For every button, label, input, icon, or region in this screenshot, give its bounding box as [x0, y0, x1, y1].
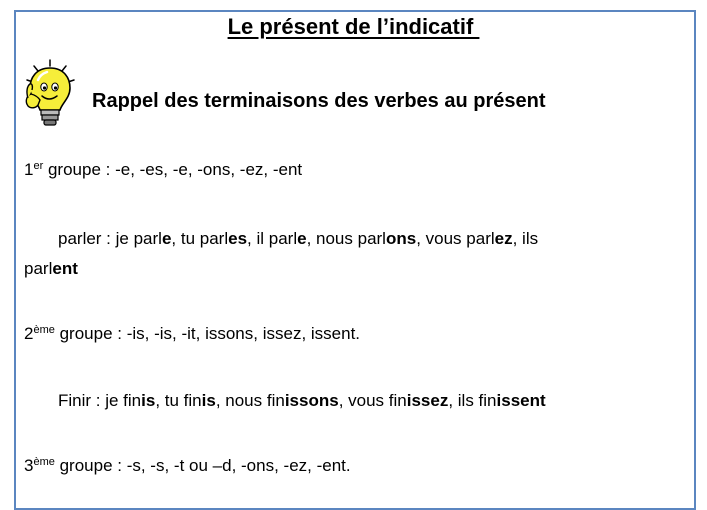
group3-ordinal: ème [33, 456, 55, 468]
lightbulb-thumbs-up-icon [22, 58, 84, 130]
group2-line [24, 324, 360, 344]
group1-line [24, 160, 302, 180]
verb-text: , nous fin [215, 391, 285, 410]
verb-text: , vous fin [338, 391, 407, 410]
verb-text: , nous parl [306, 229, 386, 248]
verb-text: parler : je parl [58, 229, 162, 248]
verb-text: , tu parl [171, 229, 229, 248]
page-title: Le présent de l’indicatif [227, 14, 480, 39]
verb-ending: is [201, 391, 216, 410]
group1-number: 1 [24, 160, 34, 179]
section-subtitle: Rappel des terminaisons des verbes au présent [92, 90, 546, 112]
example1-line2 [24, 259, 78, 279]
group2-ordinal: ème [33, 324, 55, 336]
verb-text: Finir : je fin [58, 391, 142, 410]
group3-endings: groupe : -s, -s, -t ou –d, -ons, -ez, -ent. [54, 456, 351, 475]
verb-ending: issons [284, 391, 339, 410]
verb-ending: es [228, 229, 248, 248]
group1-ordinal: er [33, 160, 44, 172]
group1-endings: groupe : -e, -es, -e, -ons, -ez, -ent [43, 160, 303, 179]
verb-text: , ils [512, 229, 539, 248]
example2-line1 [58, 391, 546, 411]
verb-ending: is [141, 391, 156, 410]
verb-ending: e [297, 229, 307, 248]
group3-line [24, 456, 351, 476]
verb-text: , vous parl [416, 229, 495, 248]
verb-ending: issez [406, 391, 449, 410]
verb-ending: issent [496, 391, 546, 410]
group3-number: 3 [24, 456, 34, 475]
verb-ending: ons [385, 229, 417, 248]
group2-number: 2 [24, 324, 34, 343]
verb-ending: ent [52, 259, 78, 278]
verb-text: , il parl [247, 229, 298, 248]
verb-ending: e [161, 229, 172, 248]
example1-line1 [58, 229, 538, 249]
verb-text: parl [24, 259, 53, 278]
group2-endings: groupe : -is, -is, -it, issons, issez, issent. [54, 324, 361, 343]
verb-text: , ils fin [448, 391, 497, 410]
verb-text: , tu fin [155, 391, 202, 410]
verb-ending: ez [494, 229, 513, 248]
page-frame [14, 10, 696, 510]
